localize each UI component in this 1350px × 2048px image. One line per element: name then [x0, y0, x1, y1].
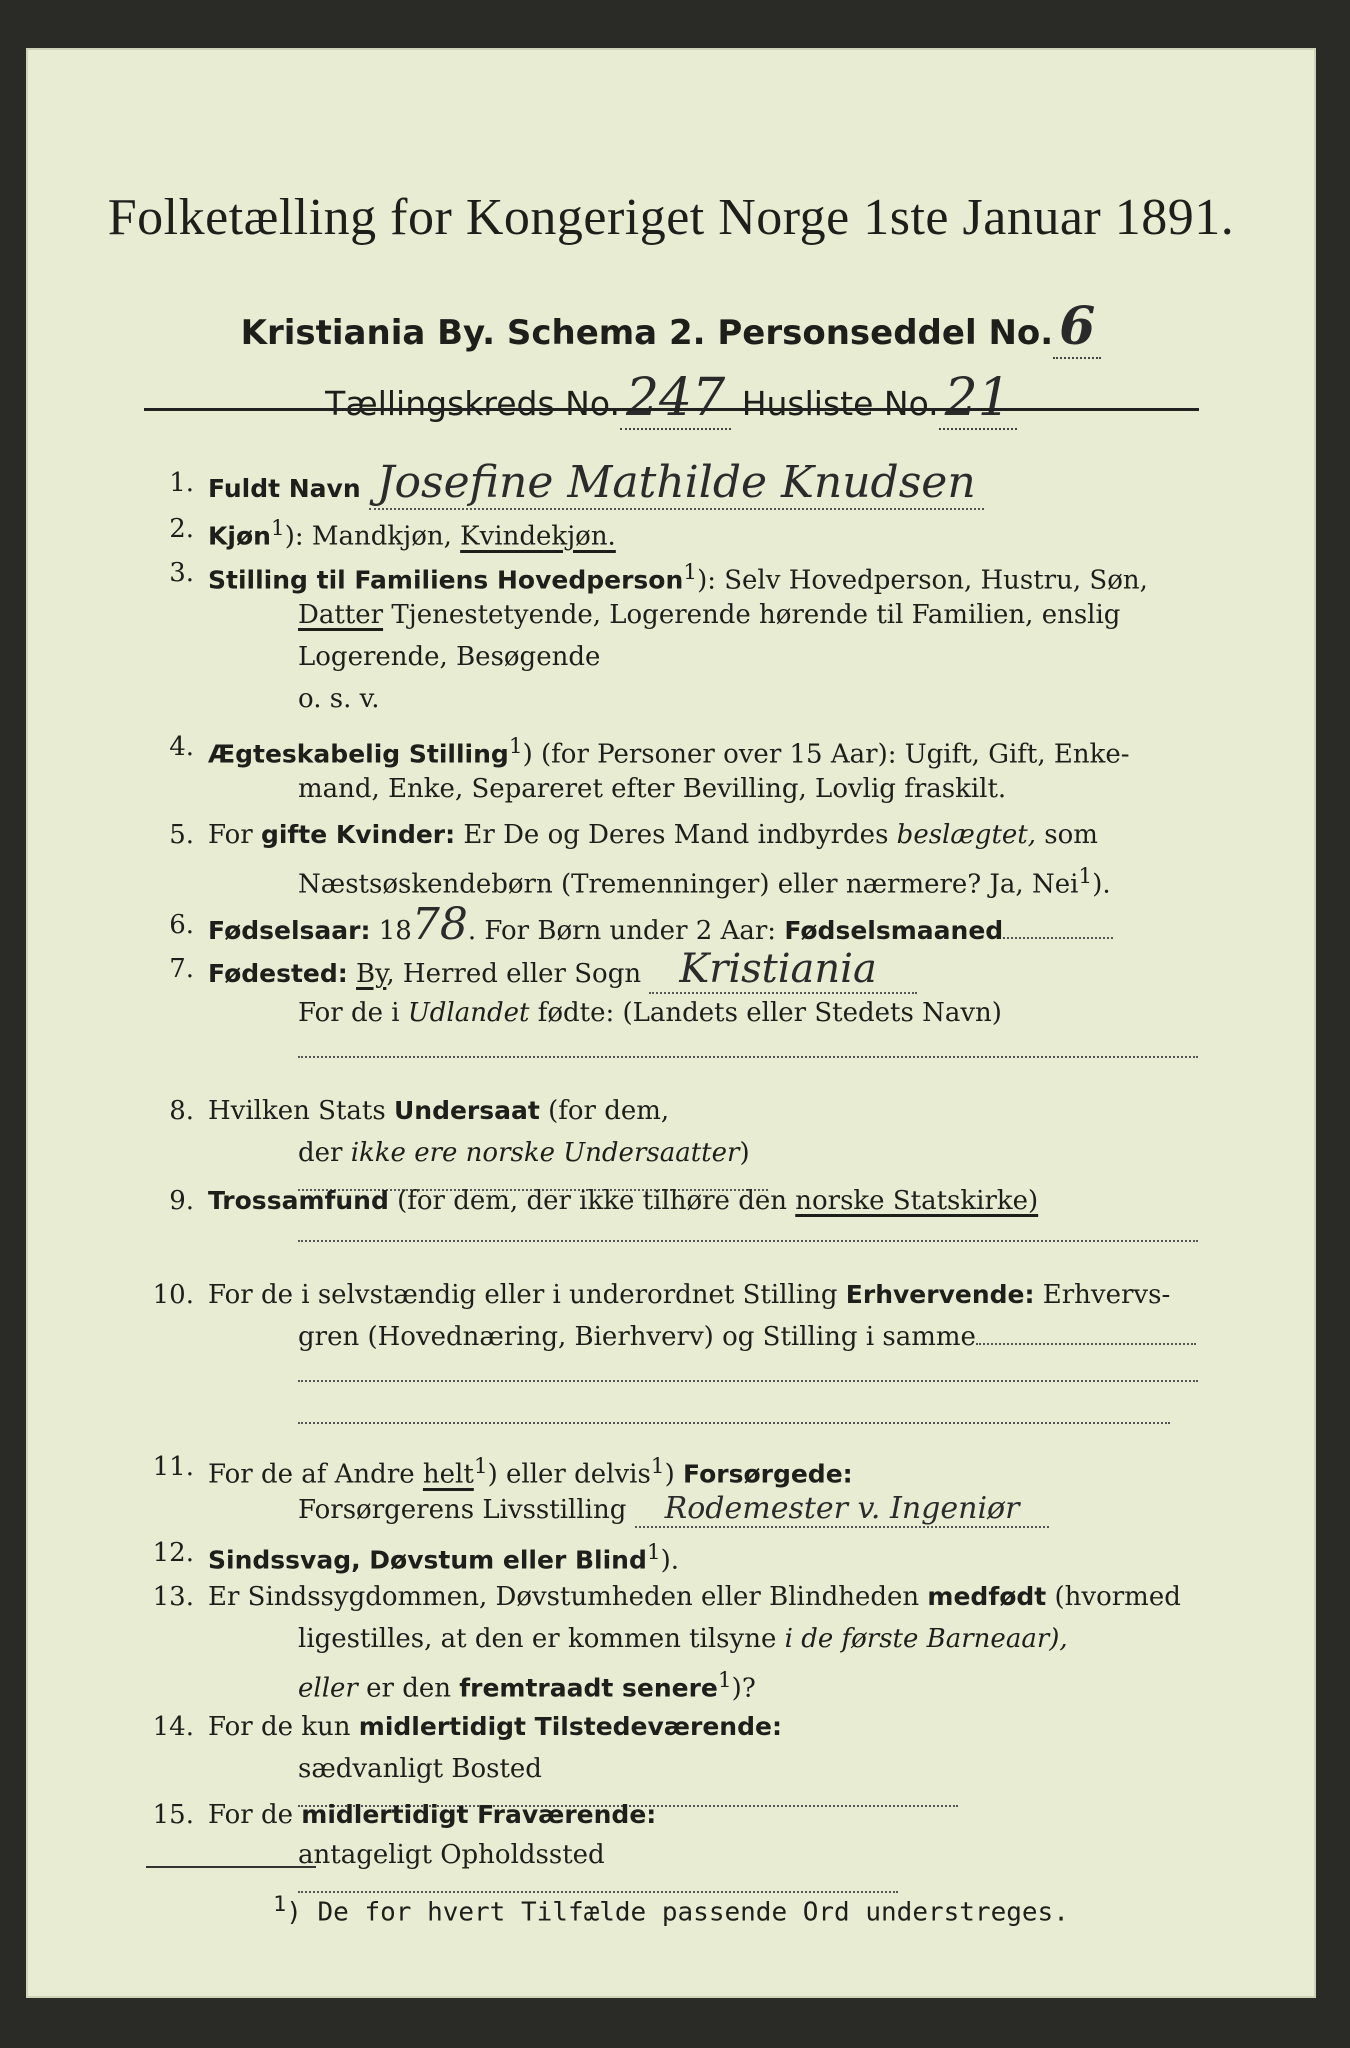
form-title: Folketælling for Kongeriget Norge 1ste Januar 1891. [107, 189, 1235, 246]
related-word: beslægtet, [896, 820, 1036, 850]
item-number: 6. [169, 910, 194, 940]
footnote-mark: 1 [270, 516, 285, 541]
footnote-divider [146, 1866, 316, 1868]
text: ligestilles, at den er kommen tilsyne [298, 1624, 785, 1654]
item-number: 10. [152, 1280, 194, 1310]
full-name-label: Fuldt Navn [208, 474, 361, 503]
item-number: 5. [169, 820, 194, 850]
footnote-mark: 1 [717, 1668, 732, 1693]
item-number: 9. [169, 1186, 194, 1216]
marital-label: Ægteskabelig Stilling [208, 739, 509, 769]
item-number: 12. [152, 1538, 194, 1568]
text: For de i [298, 998, 408, 1028]
year-prefix: 18 [370, 916, 412, 946]
kreds-label: Tællingskreds No. [325, 384, 620, 423]
text: sædvanligt Bosted [298, 1754, 542, 1784]
full-name-value: Josefine Mathilde Knudsen [369, 457, 984, 510]
text: antageligt Opholdssted [298, 1840, 605, 1870]
header-divider [144, 408, 1199, 411]
item-number: 8. [169, 1096, 194, 1126]
abroad-blank [298, 1056, 1198, 1058]
religion-blank [298, 1240, 1198, 1242]
birth-year-label: Fødselsaar: [208, 916, 371, 945]
footnote-text: ) De for hvert Tilfælde passende Ord understreges. [286, 1897, 1069, 1928]
text: ) eller delvis [487, 1459, 651, 1490]
schema-label: Kristiania By. Schema 2. Personseddel No. [240, 313, 1054, 353]
kreds-line [26, 368, 1316, 430]
italic-text: i de første Barneaar), [784, 1624, 1068, 1654]
sex-selected: Kvindekjøn. [460, 521, 616, 552]
text: Er De og Deres Mand indbyrdes [455, 820, 897, 850]
item-number: 1. [169, 468, 194, 498]
text: Næstsøskendebørn (Tremenninger) eller nærmere? Ja, Nei [298, 869, 1079, 900]
position-etc: o. s. v. [298, 684, 380, 714]
occupation-blank-3 [298, 1422, 1170, 1424]
religion-label: Trossamfund [208, 1186, 389, 1215]
husliste-label: Husliste No. [741, 384, 939, 423]
position-options-2: Tjenestetyende, Logerende hørende til Familien, enslig [383, 600, 1121, 630]
occupation-blank [976, 1343, 1196, 1345]
census-form [26, 48, 1316, 1998]
text: (for dem, der ikke tilhøre den [388, 1186, 796, 1216]
text: som [1036, 820, 1098, 850]
birthplace-selected: By [356, 959, 387, 989]
text: ). [1092, 869, 1111, 900]
occupation-blank-2 [298, 1380, 1198, 1382]
marital-options-2: mand, Enke, Separeret efter Bevilling, Lovlig fraskilt. [298, 774, 1007, 804]
position-options-3: Logerende, Besøgende [298, 642, 601, 672]
footnote [26, 1892, 1316, 1928]
footnote-mark: 1 [508, 734, 523, 759]
italic-text: eller [298, 1673, 358, 1704]
birth-year-value: 78 [411, 899, 468, 950]
kreds-number: 247 [620, 368, 731, 430]
footnote-mark: 1 [273, 1892, 287, 1917]
occupation-label: Erhvervende: [845, 1280, 1035, 1309]
married-women-label: gifte Kvinder: [260, 820, 456, 849]
congenital-label: medfødt [927, 1582, 1047, 1611]
text: For de af Andre [208, 1459, 423, 1490]
text: ) [739, 1138, 750, 1168]
religion-selected: norske Statskirke) [795, 1186, 1039, 1216]
text: gren (Hovednæring, Bierhverv) og Stilling i samme [298, 1322, 976, 1352]
item-number: 11. [152, 1452, 194, 1482]
text: der [298, 1138, 351, 1168]
husliste-number: 21 [939, 368, 1017, 430]
position-label: Stilling til Familiens Hovedperson [208, 565, 684, 595]
text: er den [357, 1673, 460, 1704]
birth-month-label: Fødselsmaaned [784, 916, 1004, 945]
text: . For Børn under 2 Aar: [467, 916, 785, 946]
text: (for dem, [539, 1096, 670, 1126]
text: For [208, 820, 261, 850]
text: Erhvervs- [1034, 1280, 1171, 1310]
birthplace-value: Kristiania [649, 946, 916, 994]
temporary-absent-label: midlertidigt Fraværende: [301, 1800, 657, 1829]
supported-selected: helt [422, 1459, 474, 1490]
temporary-present-label: midlertidigt Tilstedeværende: [358, 1712, 782, 1741]
text: , Herred eller Sogn [386, 959, 642, 989]
text: Hvilken Stats [208, 1096, 394, 1126]
footnote-mark: 1 [1078, 864, 1093, 889]
disability-label: Sindssvag, Døvstum eller Blind [208, 1545, 647, 1575]
position-selected: Datter [298, 600, 384, 630]
marital-options: ) (for Personer over 15 Aar): Ugift, Gift, Enke- [522, 739, 1130, 770]
text: fødte: (Landets eller Stedets Navn) [529, 998, 1002, 1028]
later-label: fremtraadt senere [459, 1673, 718, 1703]
personseddel-number: 6 [1053, 296, 1101, 359]
text: )? [731, 1673, 756, 1704]
position-options: ): Selv Hovedperson, Hustru, Søn, [697, 565, 1148, 596]
item-number: 4. [169, 732, 194, 762]
footnote-mark: 1 [646, 1540, 661, 1565]
footnote-mark: 1 [650, 1454, 665, 1479]
item-number: 13. [152, 1582, 194, 1612]
item-number: 14. [152, 1712, 194, 1742]
text: (hvormed [1046, 1582, 1181, 1612]
item-number: 2. [169, 514, 194, 544]
text: For de kun [208, 1712, 359, 1742]
text: For de i selvstændig eller i underordnet Stilling [208, 1280, 846, 1310]
sex-options: ): Mandkjøn, [284, 521, 461, 552]
abroad-word: Udlandet [407, 998, 530, 1028]
schema-line [26, 296, 1316, 359]
birth-month-blank [1003, 937, 1113, 939]
footnote-mark: 1 [473, 1454, 488, 1479]
item-number: 3. [169, 558, 194, 588]
item-number: 15. [152, 1800, 194, 1830]
birthplace-label: Fødested: [208, 959, 348, 988]
text: For de [208, 1800, 302, 1830]
text: ). [660, 1545, 680, 1576]
subject-label: Undersaat [393, 1096, 540, 1125]
provider-occupation-value: Rodemester v. Ingeniør [635, 1491, 1050, 1528]
footnote-mark: 1 [683, 560, 698, 585]
sex-label: Kjøn [208, 521, 271, 551]
italic-text: ikke ere norske Undersaatter [350, 1138, 740, 1168]
text: ) [664, 1459, 683, 1490]
item-number: 7. [169, 954, 194, 984]
text: Er Sindssygdommen, Døvstumheden eller Blindheden [208, 1582, 928, 1612]
text: Forsørgerens Livsstilling [298, 1495, 627, 1525]
supported-label: Forsørgede: [683, 1459, 853, 1489]
